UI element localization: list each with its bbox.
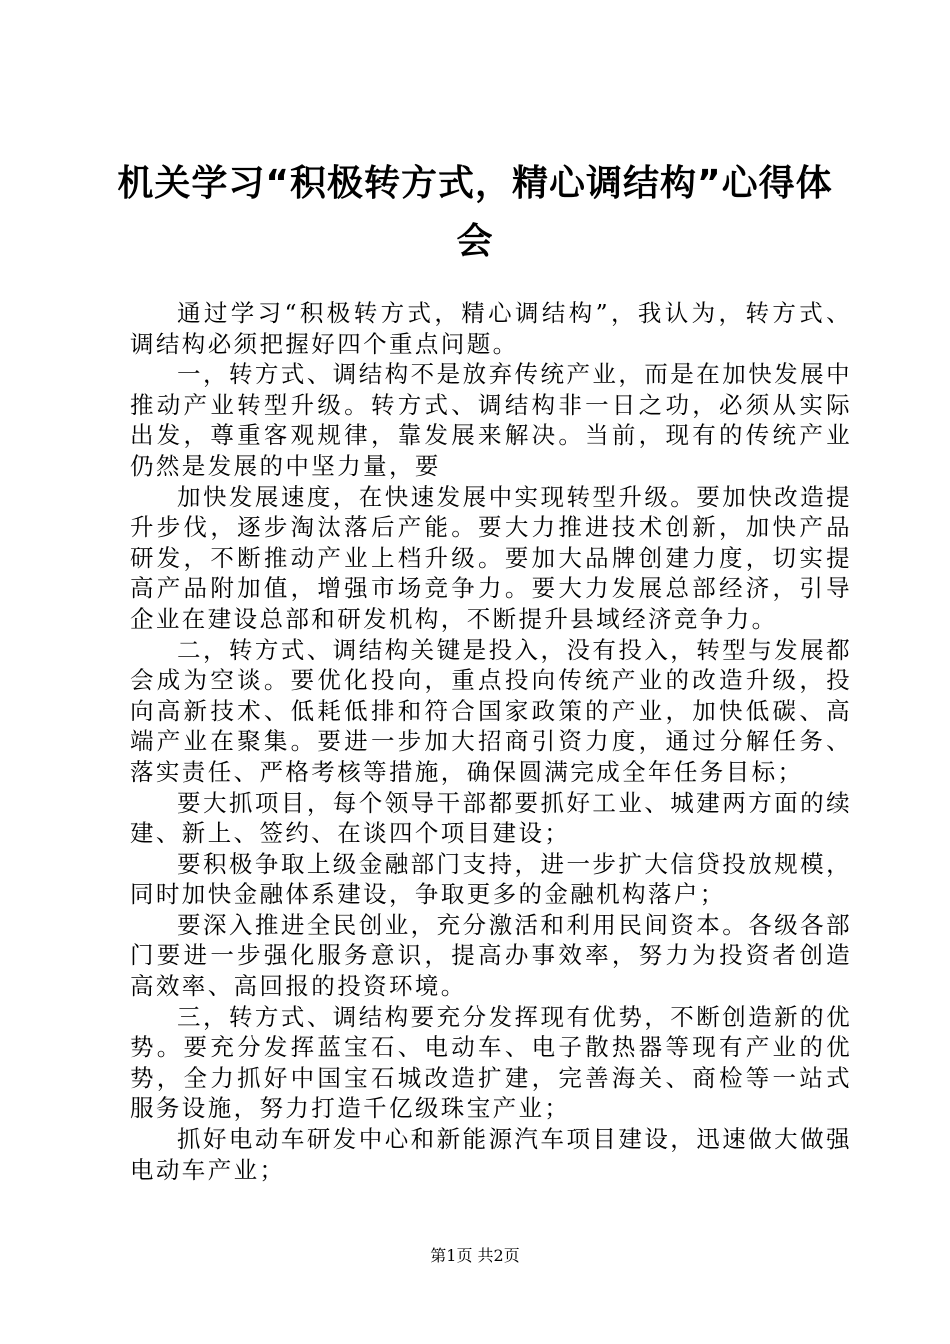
paragraph: 要积极争取上级金融部门支持，进一步扩大信贷投放规模，同时加快金融体系建设，争取更多的金融机构落户； bbox=[130, 849, 852, 909]
document-body bbox=[130, 298, 852, 1185]
paragraph: 通过学习“积极转方式，精心调结构”，我认为，转方式、调结构必须把握好四个重点问题。 bbox=[130, 299, 852, 358]
paragraph: 二，转方式、调结构关键是投入，没有投入，转型与发展都会成为空谈。要优化投向，重点投向传统产业的改造升级，投向高新技术、低耗低排和符合国家政策的产业，加快低碳、高端产业在聚集。要进一步加大招商引资力度，通过分解任务、落实责任、严格考核等措施，确保圆满完成全年任务目标； bbox=[130, 635, 852, 786]
paragraph: 一，转方式、调结构不是放弃传统产业，而是在加快发展中推动产业转型升级。转方式、调结构非一日之功，必须从实际出发，尊重客观规律，靠发展来解决。当前，现有的传统产业仍然是发展的中坚力量，要 bbox=[130, 360, 852, 480]
paragraph: 要深入推进全民创业，充分激活和利用民间资本。各级各部门要进一步强化服务意识，提高办事效率，努力为投资者创造高效率、高回报的投资环境。 bbox=[130, 910, 852, 1001]
paragraph: 加快发展速度，在快速发展中实现转型升级。要加快改造提升步伐，逐步淘汰落后产能。要大力推进技术创新，加快产品研发，不断推动产业上档升级。要加大品牌创建力度，切实提高产品附加值，增强市场竞争力。要大力发展总部经济，引导企业在建设总部和研发机构，不断提升县域经济竞争力。 bbox=[130, 482, 852, 633]
page-footer: 第1页 共2页 bbox=[430, 1246, 520, 1265]
paragraph: 三，转方式、调结构要充分发挥现有优势，不断创造新的优势。要充分发挥蓝宝石、电动车、电子散热器等现有产业的优势，全力抓好中国宝石城改造扩建，完善海关、商检等一站式服务设施，努力打造千亿级珠宝产业； bbox=[130, 1002, 852, 1123]
document-title: 机关学习“积极转方式，精心调结构”心得体会 bbox=[117, 163, 833, 262]
paragraph: 要大抓项目，每个领导干部都要抓好工业、城建两方面的续建、新上、签约、在谈四个项目建设； bbox=[130, 788, 852, 848]
paragraph: 抓好电动车研发中心和新能源汽车项目建设，迅速做大做强电动车产业； bbox=[130, 1125, 852, 1184]
